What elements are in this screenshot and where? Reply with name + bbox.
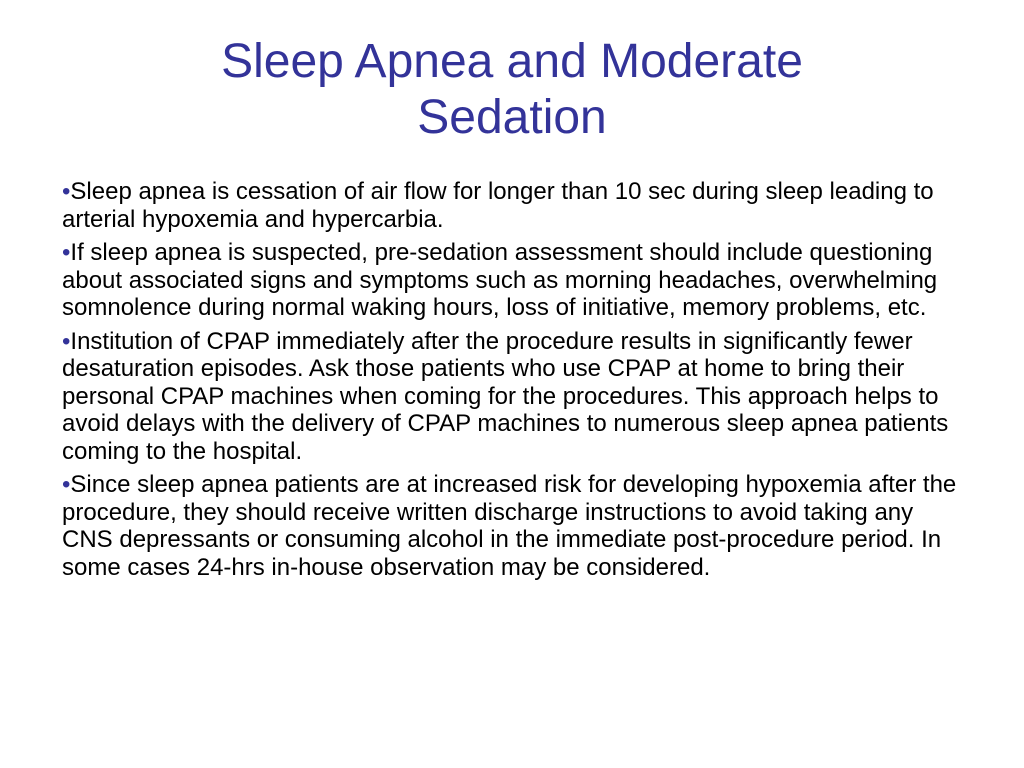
bullet-item-cessation-definition <box>62 178 967 233</box>
bullet-mark: • <box>62 471 71 498</box>
bullet-list <box>62 178 967 587</box>
bullet-item-discharge-instructions <box>62 471 967 581</box>
slide-title-line-2: Sedation <box>417 91 607 144</box>
bullet-text: Institution of CPAP immediately after the procedure results in significantly fewer desaturation episodes. Ask those patients who use CPAP at home to bring their personal CPAP machines when coming for the procedures. This approach helps to avoid delays with the delivery of CPAP machines to numerous sleep apnea patients coming to the hospital. <box>62 327 949 465</box>
bullet-text: Sleep apnea is cessation of air flow for longer than 10 sec during sleep leading to arterial hypoxemia and hypercarbia. <box>62 178 934 233</box>
slide-title-line-1: Sleep Apnea and Moderate <box>221 35 803 88</box>
bullet-item-pre-sedation-assessment <box>62 239 967 322</box>
bullet-text: If sleep apnea is suspected, pre-sedation assessment should include questioning about associated signs and symptoms such as morning headaches, overwhelming somnolence during normal waking hours, loss of initiative, memory problems, etc. <box>62 239 938 321</box>
bullet-text: Since sleep apnea patients are at increased risk for developing hypoxemia after the procedure, they should receive written discharge instructions to avoid taking any CNS depressants or consuming alcohol in the immediate post-procedure period. In some cases 24-hrs in-house observation may be considered. <box>62 471 957 581</box>
bullet-mark: • <box>62 327 71 355</box>
bullet-item-cpap-institution <box>62 328 967 466</box>
slide-title <box>0 34 1024 146</box>
bullet-mark: • <box>62 239 71 266</box>
bullet-mark: • <box>62 178 71 205</box>
